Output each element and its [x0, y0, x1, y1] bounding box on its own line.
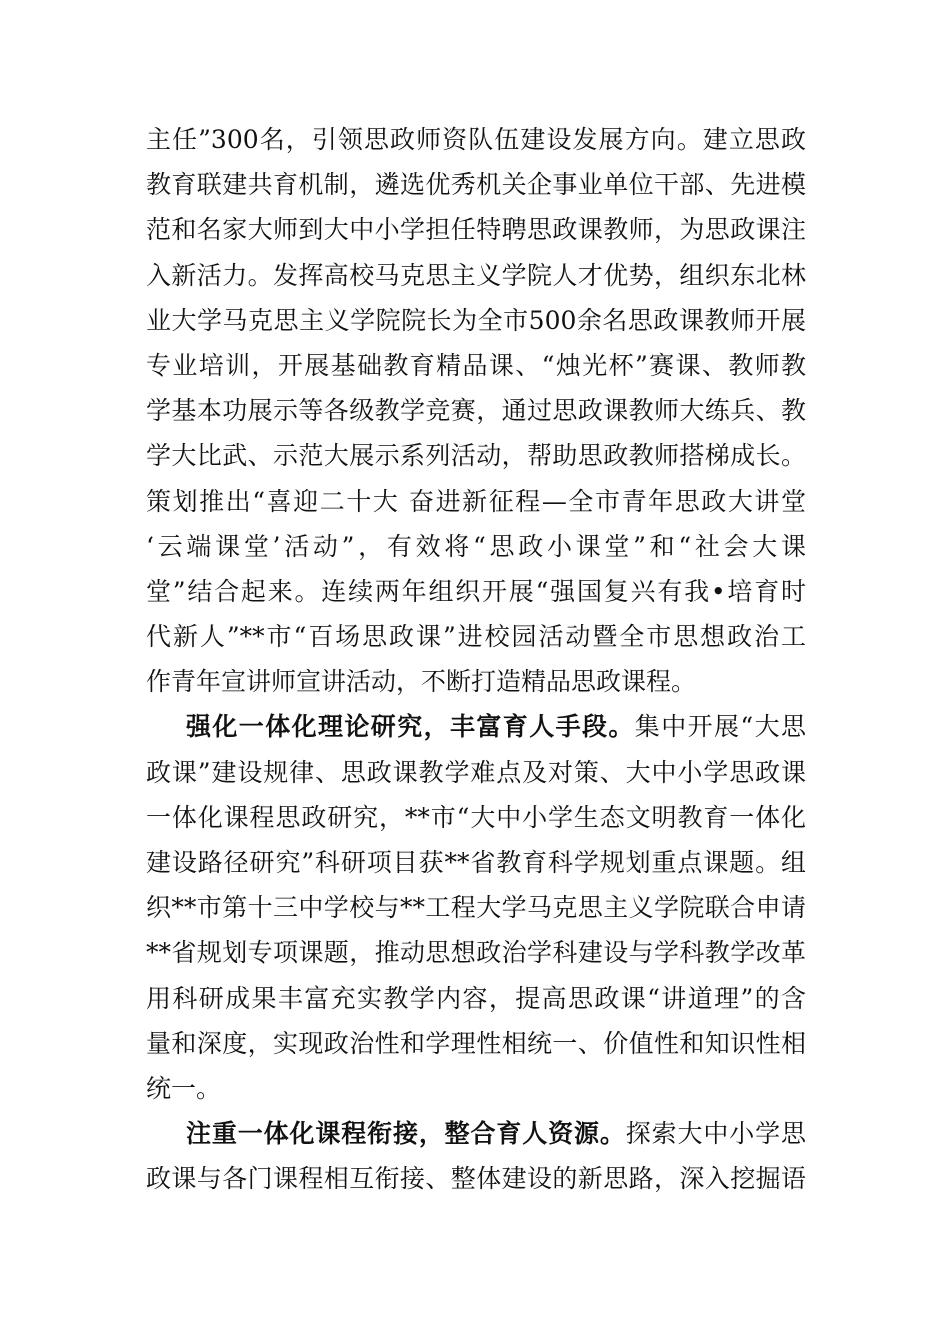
paragraph-teacher-training — [146, 117, 806, 704]
text-line: 量和深度，实现政治性和学理性相统一、价值性和知识性相 — [146, 1028, 806, 1058]
text-line: 主任”300名，引领思政师资队伍建设发展方向。建立思政 — [146, 125, 806, 154]
text-line: 代新人”**市“百场思政课”进校园活动暨全市思想政治工 — [146, 622, 806, 652]
text-line: 一体化课程思政研究，**市“大中小学生态文明教育一体化 — [146, 802, 806, 832]
text-line: 作青年宣讲师宣讲活动，不断打造精品思政课程。 — [146, 667, 697, 697]
paragraph-theory-research — [146, 704, 806, 1111]
paragraph-heading: 注重一体化课程衔接，整合育人资源。 — [186, 1119, 626, 1149]
text-line: 政课与各门课程相互衔接、整体建设的新思路，深入挖掘语 — [146, 1164, 806, 1194]
text-line: 教育联建共育机制，遴选优秀机关企事业单位干部、先进模 — [146, 170, 806, 200]
paragraph-heading: 强化一体化理论研究，丰富育人手段。 — [186, 712, 635, 742]
text-line: 策划推出“喜迎二十大 奋进新征程—全市青年思政大讲堂 — [146, 486, 806, 516]
document-page — [146, 117, 806, 1202]
text-line — [146, 1111, 806, 1156]
text-line: 范和名家大师到大中小学担任特聘思政课教师，为思政课注 — [146, 215, 806, 245]
text-run: 探索大中小学思 — [625, 1119, 806, 1149]
text-line: 政课”建设规律、思政课教学难点及对策、大中小学思政课 — [146, 757, 806, 787]
text-line: 建设路径研究”科研项目获**省教育科学规划重点课题。组 — [146, 848, 806, 877]
text-line: 学基本功展示等各级教学竞赛，通过思政课教师大练兵、教 — [146, 396, 806, 426]
text-line: 业大学马克思主义学院院长为全市500余名思政课教师开展 — [146, 305, 806, 335]
text-line: ‘云端课堂’活动”，有效将“思政小课堂”和“社会大课 — [146, 531, 806, 561]
text-run: 集中开展“大思 — [634, 712, 806, 742]
text-line: 入新活力。发挥高校马克思主义学院人才优势，组织东北林 — [146, 260, 806, 290]
text-line: 织**市第十三中学校与**工程大学马克思主义学院联合申请 — [146, 893, 806, 923]
text-line: 专业培训，开展基础教育精品课、“烛光杯”赛课、教师教 — [146, 350, 806, 380]
text-line: 堂”结合起来。连续两年组织开展“强国复兴有我•培育时 — [146, 576, 806, 606]
text-line: 学大比武、示范大展示系列活动，帮助思政教师搭梯成长。 — [146, 441, 806, 471]
text-line: 用科研成果丰富充实教学内容，提高思政课“讲道理”的含 — [146, 983, 806, 1013]
paragraph-curriculum-integration — [146, 1111, 806, 1201]
text-line: 统一。 — [146, 1073, 222, 1103]
text-line: **省规划专项课题，推动思想政治学科建设与学科教学改革 — [146, 938, 806, 968]
text-line — [146, 704, 806, 749]
